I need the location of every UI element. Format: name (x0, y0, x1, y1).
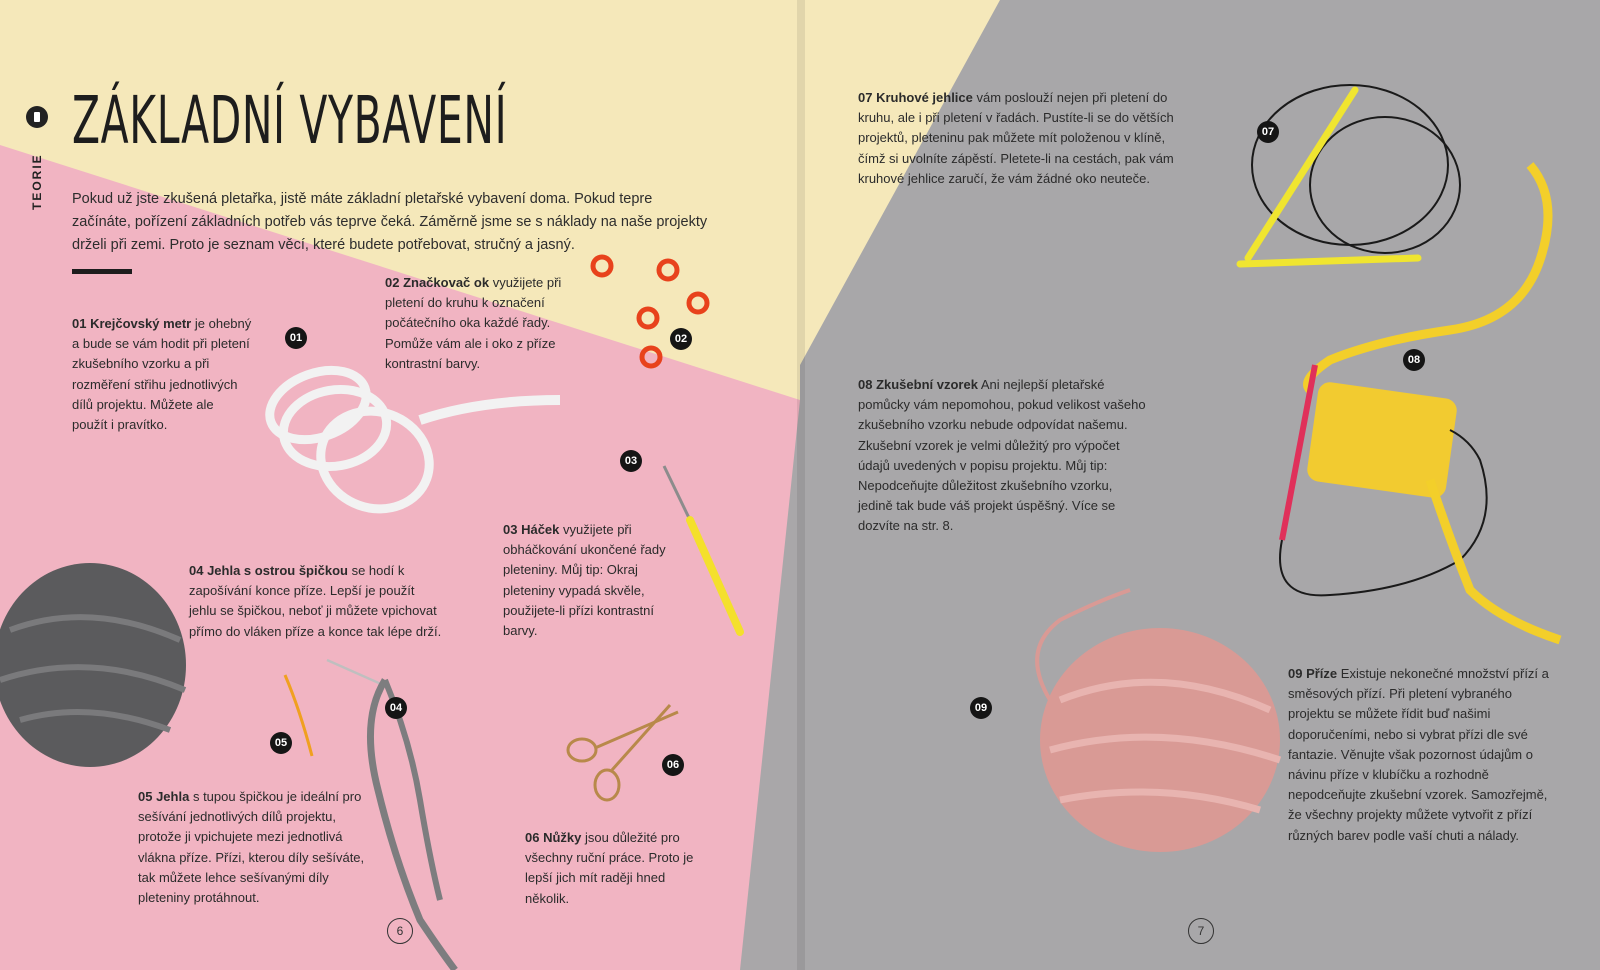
item-03 (503, 520, 678, 641)
item-03-text: využijete při obháčkování ukončené řady pleteniny. Můj tip: Okraj pleteniny vypadá skvěle, použijete-li přízi kontrastní barvy. (503, 522, 666, 639)
page-number-right: 7 (1188, 918, 1214, 944)
item-03-name: 03 Háček (503, 522, 560, 537)
badge-05: 05 (270, 732, 292, 754)
section-tab-label: TEORIE (30, 153, 44, 210)
item-02-text: využijete při pletení do kruhu k označení počátečního oka každé řady. Pomůže vám ale i oko z příze kontrastní barvy. (385, 275, 562, 371)
item-09 (1288, 664, 1558, 846)
item-04-text: se hodí k zapošívání konce příze. Lepší je použít jehlu se špičkou, neboť ji můžete vpichovat přímo do vláken příze a konce tak lépe drží. (189, 563, 442, 639)
item-07-text: vám poslouží nejen při pletení do kruhu, ale i při pletení v řadách. Pustíte-li se do větších projektů, pleteninu pak můžete mít položenou v klíně, čímž si uvolníte zápěstí. Pletete-li na cestách, pak vám kruhové jehlice zaručí, že vám žádné oko neuteče. (858, 90, 1174, 186)
item-06-name: 06 Nůžky (525, 830, 582, 845)
item-02-name: 02 Značkovač ok (385, 275, 490, 290)
item-05-text: s tupou špičkou je ideální pro sešívání jednotlivých dílů projektu, protože ji vpichujete mezi jednotlivá vlákna příze. Přízi, kterou díly sešíváte, tak můžete lehce sešívanými díly pleteniny protáhnout. (138, 789, 365, 906)
title-rule (72, 269, 132, 274)
item-08-name: 08 Zkušební vzorek (858, 377, 978, 392)
item-08-text: Ani nejlepší pletařské pomůcky vám nepomohou, pokud velikost vašeho zkušebního vzorku nebude odpovídat našemu. Zkušební vzorek je velmi důležitý pro výpočet údajů uvedených v popisu projektu. Můj tip: Nepodceňujte důležitost zkušebního vzorku, jedině tak bude váš projekt úspěšný. Více se dozvíte na str. 8. (858, 377, 1146, 534)
item-02 (385, 273, 580, 374)
item-09-name: 09 Příze (1288, 666, 1338, 681)
item-08 (858, 375, 1148, 537)
intro-text: Pokud už jste zkušená pletařka, jistě máte základní pletařské vybavení doma. Pokud tepre začínáte, pořízení základních potřeb vás teprve čeká. Záměrně jsme se s náklady na naše projekty drželi při zemi. Proto je seznam věcí, které budete potřebovat, stručný a jasný. (72, 191, 708, 253)
item-05-name: 05 Jehla (138, 789, 190, 804)
badge-02: 02 (670, 328, 692, 350)
item-07-name: 07 Kruhové jehlice (858, 90, 973, 105)
page-title: ZÁKLADNÍ VYBAVENÍ (72, 82, 508, 159)
badge-07: 07 (1257, 121, 1279, 143)
badge-08: 08 (1403, 349, 1425, 371)
section-marker-icon (26, 106, 48, 128)
badge-03: 03 (620, 450, 642, 472)
badge-01: 01 (285, 327, 307, 349)
spine-shadow (797, 0, 805, 970)
badge-06: 06 (662, 754, 684, 776)
gray-yarn-ball-icon (0, 563, 186, 767)
item-01-name: 01 Krejčovský metr (72, 316, 192, 331)
item-06-text: jsou důležité pro všechny ruční práce. Proto je lepší jich mít raději hned několik. (525, 830, 694, 906)
item-06 (525, 828, 705, 909)
item-01 (72, 314, 252, 435)
page-number-left: 6 (387, 918, 413, 944)
item-07 (858, 88, 1193, 189)
item-04-name: 04 Jehla s ostrou špičkou (189, 563, 348, 578)
item-01-text: je ohebný a bude se vám hodit při pletení zkušebního vzorku a při rozměření střihu jednotlivých dílů projektu. Můžete ale použít i pravítko. (72, 316, 252, 433)
item-05 (138, 787, 368, 908)
item-04 (189, 561, 444, 642)
badge-04: 04 (385, 697, 407, 719)
item-09-text: Existuje nekonečné množství přízí a směsových přízí. Při pletení vybraného projektu se můžete řídit buď našimi doporučeními, nebo si vybrat přízi dle své fantazie. Věnujte však pozornost údajům o návinu příze v klubíčku a rozhodně nepodceňujte zkušební vzorek. Samozřejmě, že všechny projekty můžete vytvořit z přízí různých barev podle vaší chuti a nálady. (1288, 666, 1549, 843)
badge-09: 09 (970, 697, 992, 719)
